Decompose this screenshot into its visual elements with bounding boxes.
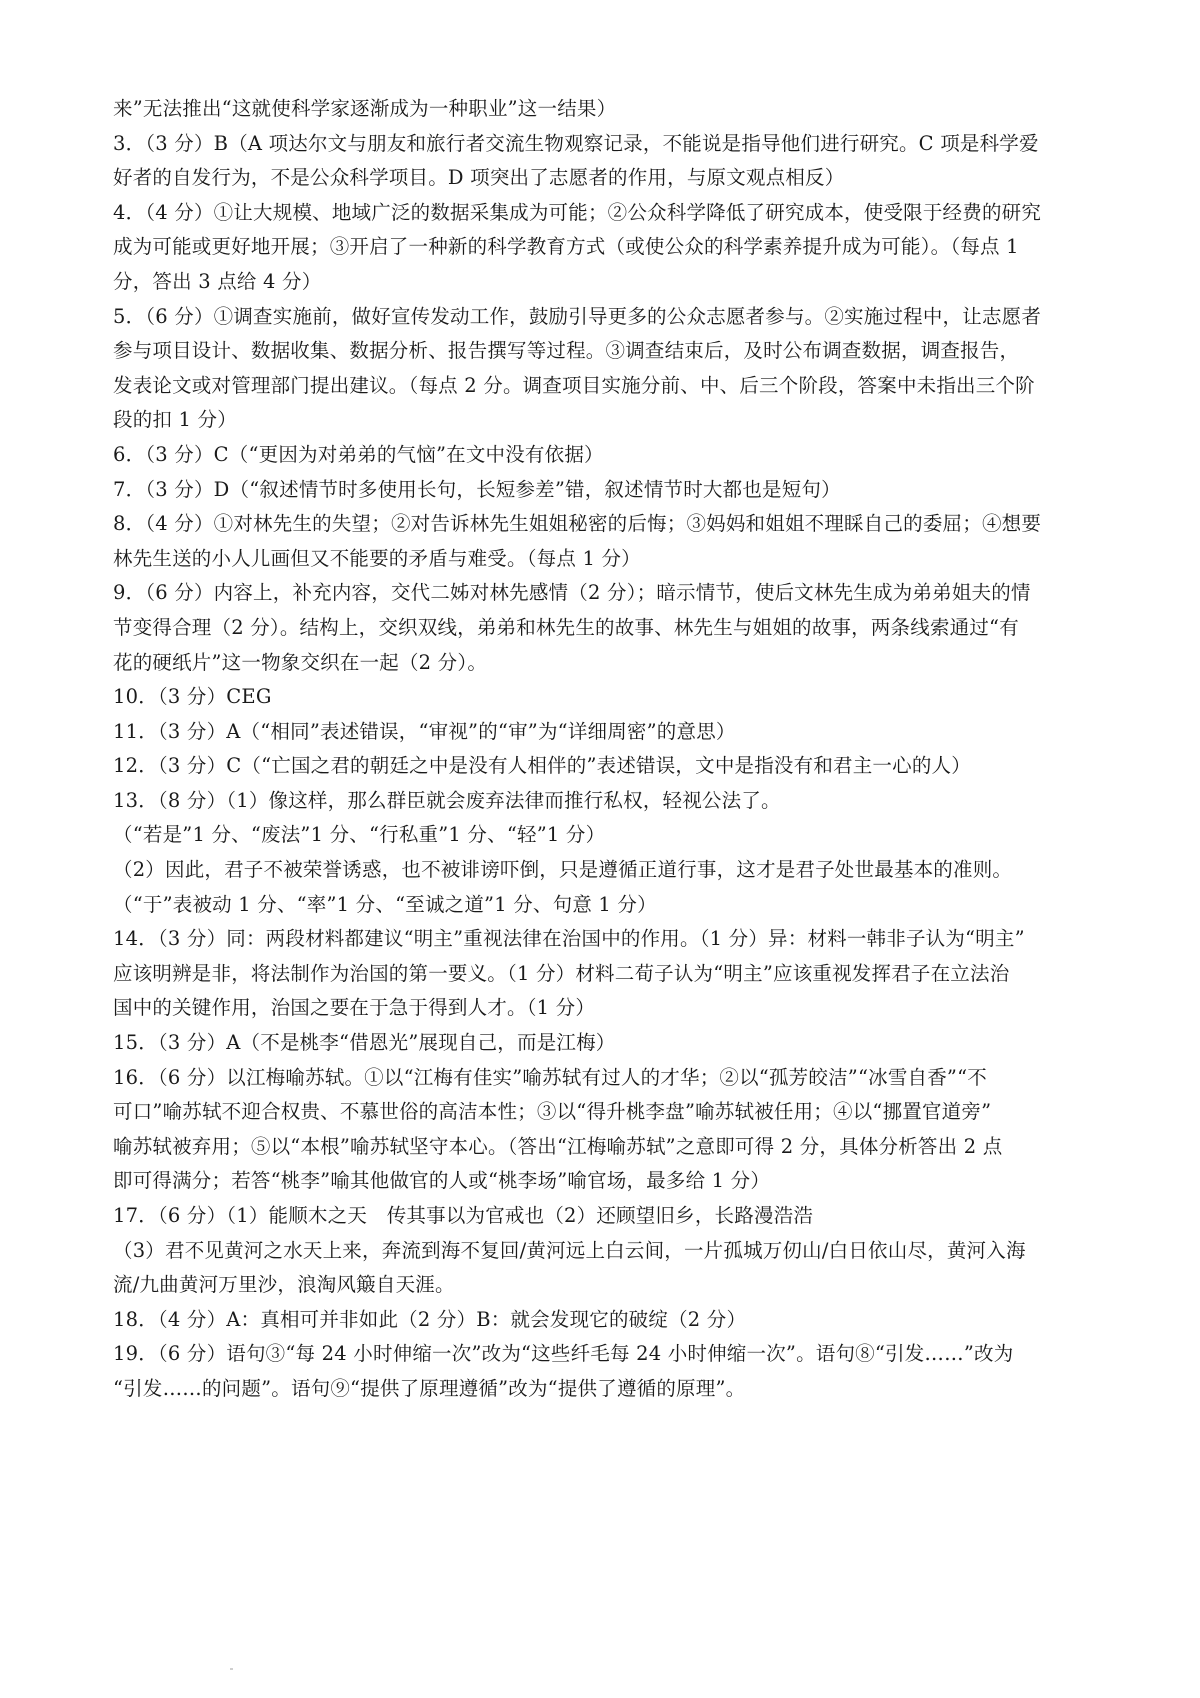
answer-12-line: 12．（3 分）C（“亡国之君的朝廷之中是没有人相伴的”表述错误，文中是指没有和君主一心的人） [113, 754, 971, 778]
answer-10-line: 10．（3 分）CEG [113, 685, 272, 709]
answer-14-line: 14．（3 分）同：两段材料都建议“明主”重视法律在治国中的作用。（1 分）异：材料一韩非子认为“明主” [113, 927, 1025, 951]
answer-4-line: 4．（4 分）①让大规模、地域广泛的数据采集成为可能；②公众科学降低了研究成本，使受限于经费的研究 [113, 200, 1042, 224]
text-line: 流/九曲黄河万里沙，浪淘风簸自天涯。 [113, 1273, 455, 1297]
text-line: 分，答出 3 点给 4 分） [113, 269, 322, 293]
answer-18-line: 18．（4 分）A：真相可并非如此（2 分）B：就会发现它的破绽（2 分） [113, 1307, 747, 1331]
text-line: 来”无法推出“这就使科学家逐渐成为一种职业”这一结果） [113, 97, 617, 120]
answer-9-line: 9．（6 分）内容上，补充内容，交代二姊对林先感情（2 分）；暗示情节，使后文林先生成为弟弟姐夫的情 [113, 581, 1031, 605]
text-line: 可口”喻苏轼不迎合权贵、不慕世俗的高洁本性；③以“得升桃李盘”喻苏轼被任用；④以“挪置官道旁” [113, 1100, 992, 1124]
text-line: 应该明辨是非，将法制作为治国的第一要义。（1 分）材料二荀子认为“明主”应该重视发挥君子在立法治 [113, 961, 1010, 985]
text-line: （“于”表被动 1 分、“率”1 分、“至诚之道”1 分、句意 1 分） [113, 892, 657, 916]
text-line: 即可得满分；若答“桃李”喻其他做官的人或“桃李场”喻官场，最多给 1 分） [113, 1169, 771, 1193]
text-line: 好者的自发行为，不是公众科学项目。D 项突出了志愿者的作用，与原文观点相反） [113, 166, 845, 190]
answer-8-line: 8．（4 分）①对林先生的失望；②对告诉林先生姐姐秘密的后悔；③妈妈和姐姐不理睬自己的委屈；④想要 [113, 512, 1042, 536]
text-line: 国中的关键作用，治国之要在于急于得到人才。（1 分） [113, 996, 596, 1020]
answer-7-line: 7．（3 分）D（“叙述情节时多使用长句，长短参差”错，叙述情节时大都也是短句） [113, 477, 841, 501]
text-line: 发表论文或对管理部门提出建议。（每点 2 分。调查项目实施分前、中、后三个阶段，答案中未指出三个阶 [113, 373, 1035, 397]
answer-13-line: 13．（8 分）（1）像这样，那么群臣就会废弃法律而推行私权，轻视公法了。 [113, 788, 781, 812]
text-line: 段的扣 1 分） [113, 408, 237, 432]
footer-dot [230, 1668, 233, 1670]
text-line: （3）君不见黄河之水天上来，奔流到海不复回/黄河远上白云间，一片孤城万仞山/白日依山尽，黄河入海 [113, 1238, 1026, 1262]
answer-text-block [113, 92, 1098, 1407]
answer-19-line: 19．（6 分）语句③“每 24 小时伸缩一次”改为“这些纤毛每 24 小时伸缩一次”。语句⑧“引发……”改为 [113, 1342, 1014, 1366]
text-line: （2）因此，君子不被荣誉诱惑，也不被诽谤吓倒，只是遵循正道行事，这才是君子处世最基本的准则。 [113, 858, 1013, 882]
text-line: 喻苏轼被弃用；⑤以“本根”喻苏轼坚守本心。（答出“江梅喻苏轼”之意即可得 2 分，具体分析答出 2 点 [113, 1134, 1003, 1158]
text-line: 节变得合理（2 分）。结构上，交织双线，弟弟和林先生的故事、林先生与姐姐的故事，两条线索通过“有 [113, 615, 1019, 639]
answer-6-line: 6．（3 分）C（“更因为对弟弟的气恼”在文中没有依据） [113, 442, 604, 466]
text-line: 林先生送的小人儿画但又不能要的矛盾与难受。（每点 1 分） [113, 546, 641, 570]
answer-5-line: 5．（6 分）①调查实施前，做好宣传发动工作，鼓励引导更多的公众志愿者参与。②实施过程中，让志愿者 [113, 304, 1042, 328]
answer-17-line: 17．（6 分）（1）能顺木之天 传其事以为官戒也（2）还顾望旧乡，长路漫浩浩 [113, 1204, 814, 1227]
text-line: 参与项目设计、数据收集、数据分析、报告撰写等过程。③调查结束后，及时公布调查数据，调查报告， [113, 339, 1020, 363]
answer-3-line: 3．（3 分）B（A 项达尔文与朋友和旅行者交流生物观察记录，不能说是指导他们进行研究。C 项是科学爱 [113, 131, 1039, 155]
answer-11-line: 11．（3 分）A（“相同”表述错误，“审视”的“审”为“详细周密”的意思） [113, 719, 736, 743]
text-line: 花的硬纸片”这一物象交织在一起（2 分）。 [113, 650, 488, 674]
text-line: （“若是”1 分、“废法”1 分、“行私重”1 分、“轻”1 分） [113, 823, 606, 847]
answer-15-line: 15．（3 分）A（不是桃李“借恩光”展现自己，而是江梅） [113, 1031, 616, 1055]
text-line: “引发……的问题”。语句⑨“提供了原理遵循”改为“提供了遵循的原理”。 [113, 1376, 746, 1400]
text-line: 成为可能或更好地开展；③开启了一种新的科学教育方式（或使公众的科学素养提升成为可能）。（每点 1 [113, 235, 1019, 259]
answer-16-line: 16．（6 分）以江梅喻苏轼。①以“江梅有佳实”喻苏轼有过人的才华；②以“孤芳皎洁”“冰雪自香”“不 [113, 1065, 987, 1089]
